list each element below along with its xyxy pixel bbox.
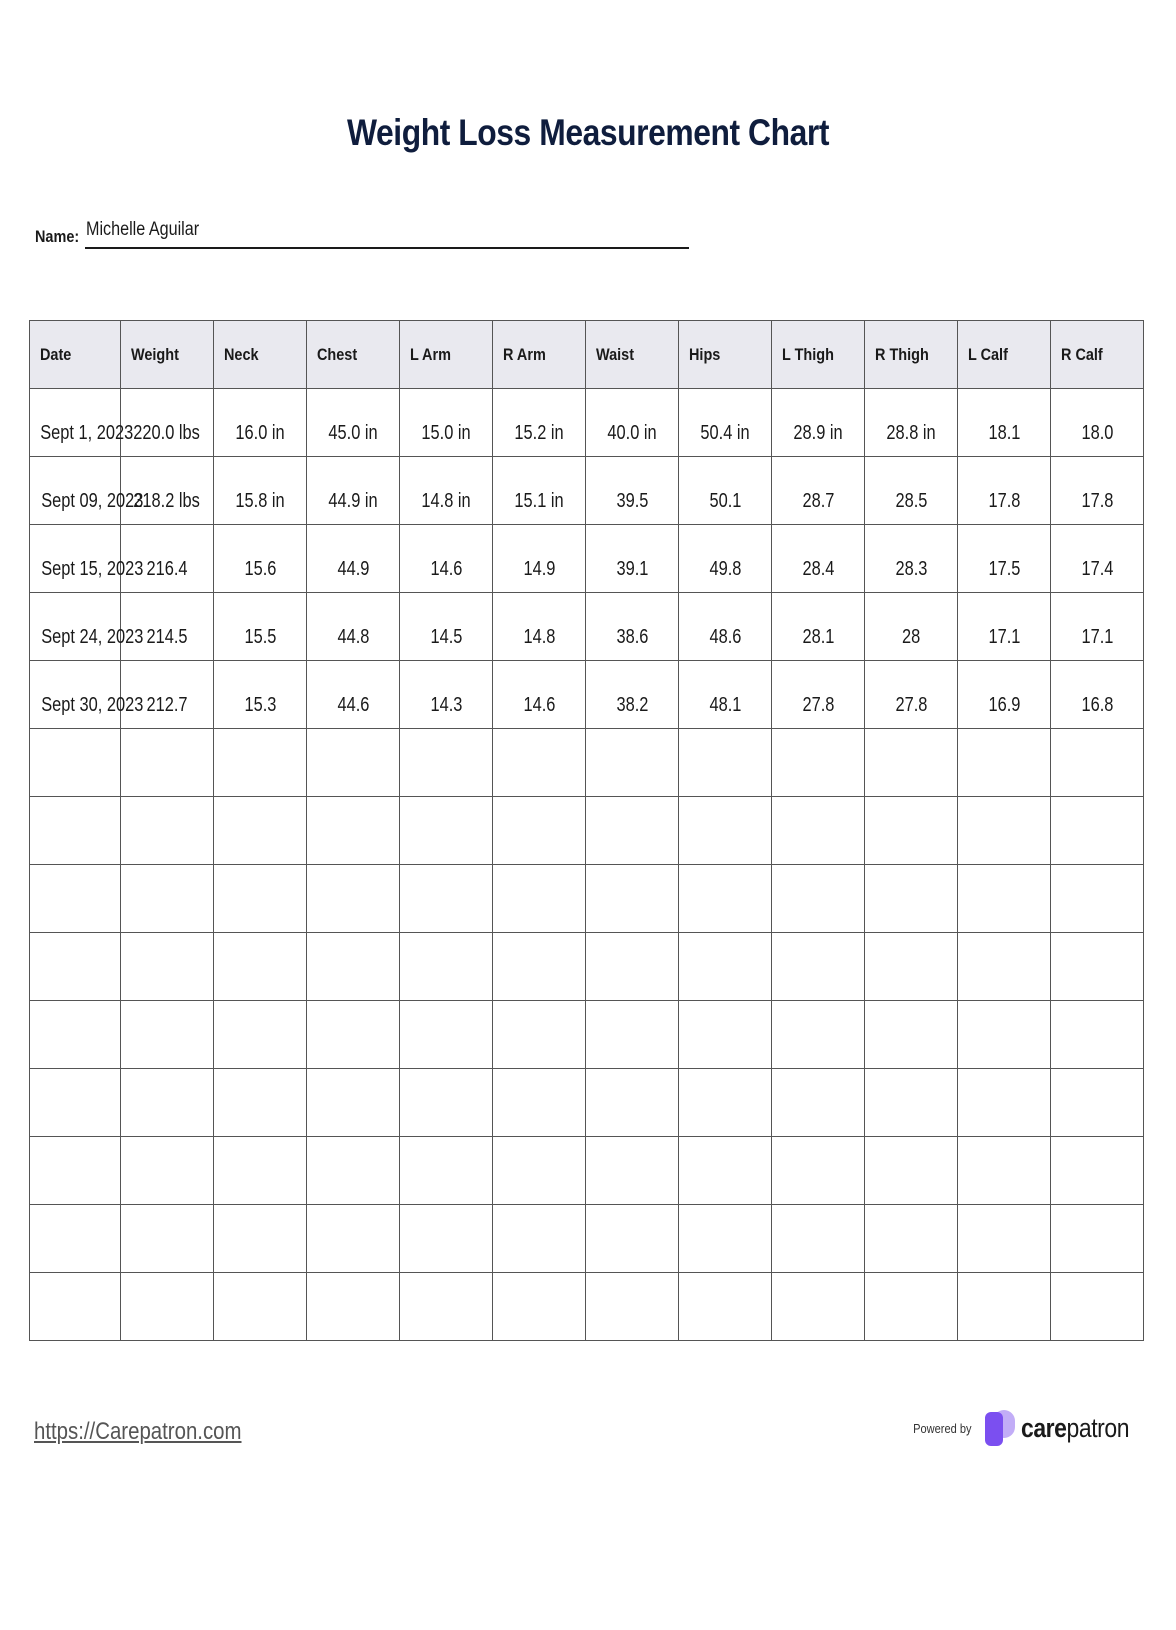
cell-value: 45.0 in	[328, 422, 378, 444]
table-cell	[772, 593, 865, 661]
name-value: Michelle Aguilar	[86, 219, 200, 240]
cell-value: 17.5	[988, 558, 1020, 580]
table-cell	[772, 389, 865, 457]
empty-table-row	[30, 1069, 1144, 1137]
empty-table-cell	[772, 1205, 865, 1273]
empty-table-cell	[493, 729, 586, 797]
table-row	[30, 593, 1144, 661]
cell-value: 18.0	[1081, 422, 1113, 444]
empty-table-cell	[865, 865, 958, 933]
cell-value: 28.8 in	[886, 422, 936, 444]
empty-table-cell	[1051, 1273, 1144, 1341]
empty-table-cell	[121, 1137, 214, 1205]
table-cell	[679, 593, 772, 661]
cell-value: 16.9	[988, 694, 1020, 716]
cell-value: 218.2 lbs	[133, 490, 201, 512]
cell-value: 40.0 in	[607, 422, 657, 444]
empty-table-cell	[679, 865, 772, 933]
carepatron-logo-icon	[983, 1408, 1017, 1448]
empty-table-cell	[958, 797, 1051, 865]
cell-value: 15.3	[244, 694, 276, 716]
empty-table-cell	[586, 797, 679, 865]
empty-table-cell	[586, 1137, 679, 1205]
carepatron-link[interactable]: https://Carepatron.com	[34, 1418, 242, 1445]
powered-by-brand[interactable]	[908, 1408, 1148, 1448]
name-field-row	[35, 213, 690, 253]
cell-value: 14.3	[430, 694, 462, 716]
empty-table-cell	[214, 1001, 307, 1069]
table-cell	[586, 389, 679, 457]
empty-table-cell	[1051, 933, 1144, 1001]
cell-value: 15.6	[244, 558, 276, 580]
empty-table-row	[30, 1137, 1144, 1205]
cell-value: Sept 30, 2023	[41, 694, 144, 716]
table-cell	[30, 457, 144, 525]
cell-value: 17.1	[1081, 626, 1113, 648]
table-cell	[865, 457, 958, 525]
empty-table-cell	[307, 865, 400, 933]
empty-table-cell	[214, 1069, 307, 1137]
empty-table-cell	[307, 1001, 400, 1069]
table-row	[30, 457, 1144, 525]
empty-table-cell	[400, 1205, 493, 1273]
cell-value: 50.1	[709, 490, 741, 512]
empty-table-cell	[307, 729, 400, 797]
empty-table-cell	[865, 1273, 958, 1341]
empty-table-cell	[772, 1273, 865, 1341]
table-cell	[121, 457, 214, 525]
empty-table-row	[30, 933, 1144, 1001]
table-cell	[679, 457, 772, 525]
cell-value: 39.5	[616, 490, 648, 512]
empty-table-cell	[121, 797, 214, 865]
cell-value: 17.1	[988, 626, 1020, 648]
table-cell	[586, 457, 679, 525]
column-header-label: Hips	[689, 344, 721, 364]
table-cell	[30, 661, 144, 729]
empty-table-cell	[772, 729, 865, 797]
empty-table-cell	[586, 1205, 679, 1273]
table-cell	[214, 593, 307, 661]
table-cell	[1051, 389, 1144, 457]
cell-value: 14.6	[430, 558, 462, 580]
table-cell	[958, 457, 1051, 525]
cell-value: 16.8	[1081, 694, 1113, 716]
empty-table-cell	[586, 933, 679, 1001]
empty-table-cell	[679, 797, 772, 865]
cell-value: 44.8	[337, 626, 369, 648]
name-label: Name:	[35, 227, 80, 246]
cell-value: 15.2 in	[514, 422, 564, 444]
empty-table-cell	[679, 1137, 772, 1205]
cell-value: 17.8	[1081, 490, 1113, 512]
column-header-label: L Arm	[410, 344, 451, 364]
cell-value: 16.0 in	[235, 422, 285, 444]
table-cell	[307, 457, 400, 525]
cell-value: 44.6	[337, 694, 369, 716]
column-header	[865, 321, 958, 389]
column-header-label: Chest	[317, 344, 358, 364]
page-title: Weight Loss Measurement Chart	[346, 112, 830, 153]
empty-table-cell	[1051, 1001, 1144, 1069]
column-header-label: Waist	[596, 344, 635, 364]
empty-table-row	[30, 1273, 1144, 1341]
empty-table-cell	[214, 865, 307, 933]
empty-table-cell	[679, 1205, 772, 1273]
cell-value: 38.6	[616, 626, 648, 648]
cell-value: 17.4	[1081, 558, 1113, 580]
name-underline	[85, 247, 689, 249]
empty-table-cell	[400, 1001, 493, 1069]
table-cell	[493, 661, 586, 729]
table-cell	[214, 661, 307, 729]
cell-value: 220.0 lbs	[133, 422, 201, 444]
empty-table-cell	[214, 729, 307, 797]
table-cell	[865, 525, 958, 593]
table-cell	[772, 661, 865, 729]
empty-table-row	[30, 1205, 1144, 1273]
empty-table-cell	[493, 1273, 586, 1341]
cell-value: Sept 24, 2023	[41, 626, 144, 648]
measurement-table	[29, 320, 1144, 1341]
empty-table-cell	[400, 1069, 493, 1137]
empty-table-cell	[1051, 797, 1144, 865]
cell-value: 14.6	[523, 694, 555, 716]
empty-table-cell	[1051, 1069, 1144, 1137]
empty-table-cell	[493, 1137, 586, 1205]
empty-table-cell	[400, 1137, 493, 1205]
table-cell	[400, 661, 493, 729]
empty-table-cell	[400, 933, 493, 1001]
cell-value: 14.9	[523, 558, 555, 580]
empty-table-cell	[30, 797, 121, 865]
column-header	[772, 321, 865, 389]
table-cell	[772, 457, 865, 525]
cell-value: 15.0 in	[421, 422, 471, 444]
cell-value: 38.2	[616, 694, 648, 716]
empty-table-cell	[400, 729, 493, 797]
column-header-label: Weight	[131, 344, 179, 364]
column-header	[493, 321, 586, 389]
empty-table-cell	[958, 933, 1051, 1001]
powered-by-label: Powered by	[913, 1420, 972, 1436]
empty-table-cell	[214, 933, 307, 1001]
table-body	[30, 389, 1144, 1341]
empty-table-row	[30, 797, 1144, 865]
empty-table-cell	[214, 1273, 307, 1341]
empty-table-cell	[307, 1205, 400, 1273]
empty-table-cell	[400, 865, 493, 933]
table-cell	[586, 525, 679, 593]
column-header	[679, 321, 772, 389]
empty-table-cell	[1051, 729, 1144, 797]
empty-table-cell	[586, 1069, 679, 1137]
cell-value: 14.8 in	[421, 490, 471, 512]
empty-table-cell	[772, 933, 865, 1001]
table-header-row	[30, 321, 1144, 389]
empty-table-cell	[679, 933, 772, 1001]
table-cell	[865, 389, 958, 457]
empty-table-cell	[121, 1001, 214, 1069]
table-cell	[121, 389, 214, 457]
table-cell	[958, 389, 1051, 457]
table-cell	[1051, 457, 1144, 525]
empty-table-cell	[214, 797, 307, 865]
empty-table-cell	[121, 1273, 214, 1341]
cell-value: 18.1	[988, 422, 1020, 444]
empty-table-cell	[865, 797, 958, 865]
empty-table-cell	[958, 1001, 1051, 1069]
cell-value: Sept 1, 2023	[40, 422, 134, 444]
table-cell	[214, 457, 307, 525]
empty-table-cell	[865, 1001, 958, 1069]
empty-table-cell	[121, 933, 214, 1001]
cell-value: 14.5	[430, 626, 462, 648]
column-header	[400, 321, 493, 389]
table-cell	[958, 593, 1051, 661]
cell-value: 15.5	[244, 626, 276, 648]
column-header-label: L Thigh	[782, 344, 834, 364]
column-header	[958, 321, 1051, 389]
cell-value: 28.4	[802, 558, 834, 580]
empty-table-cell	[493, 933, 586, 1001]
cell-value: 212.7	[146, 694, 188, 716]
empty-table-cell	[772, 797, 865, 865]
empty-table-cell	[121, 1205, 214, 1273]
cell-value: 39.1	[616, 558, 648, 580]
empty-table-cell	[958, 729, 1051, 797]
table-cell	[958, 525, 1051, 593]
table-cell	[679, 389, 772, 457]
empty-table-cell	[958, 1137, 1051, 1205]
empty-table-cell	[586, 729, 679, 797]
empty-table-cell	[772, 1069, 865, 1137]
column-header	[121, 321, 214, 389]
table-row	[30, 525, 1144, 593]
column-header-label: R Calf	[1061, 344, 1103, 364]
empty-table-cell	[493, 1001, 586, 1069]
empty-table-cell	[1051, 1205, 1144, 1273]
empty-table-cell	[958, 1205, 1051, 1273]
empty-table-cell	[400, 797, 493, 865]
column-header	[1051, 321, 1144, 389]
table-cell	[493, 457, 586, 525]
table-cell	[865, 661, 958, 729]
column-header	[214, 321, 307, 389]
empty-table-cell	[307, 797, 400, 865]
table-cell	[214, 389, 307, 457]
table-cell	[307, 389, 400, 457]
empty-table-cell	[30, 1069, 121, 1137]
empty-table-row	[30, 1001, 1144, 1069]
empty-table-cell	[493, 1205, 586, 1273]
empty-table-cell	[772, 1001, 865, 1069]
cell-value: Sept 15, 2023	[41, 558, 144, 580]
empty-table-cell	[679, 1001, 772, 1069]
column-header-label: Neck	[224, 344, 259, 364]
empty-table-cell	[30, 1205, 121, 1273]
empty-table-cell	[30, 729, 121, 797]
column-header	[586, 321, 679, 389]
table-cell	[1051, 525, 1144, 593]
table-cell	[1051, 593, 1144, 661]
empty-table-cell	[958, 865, 1051, 933]
empty-table-cell	[121, 865, 214, 933]
cell-value: 28.5	[895, 490, 927, 512]
empty-table-cell	[493, 797, 586, 865]
empty-table-cell	[493, 1069, 586, 1137]
cell-value: 17.8	[988, 490, 1020, 512]
empty-table-cell	[307, 933, 400, 1001]
table-cell	[307, 593, 400, 661]
empty-table-cell	[121, 1069, 214, 1137]
empty-table-cell	[586, 1001, 679, 1069]
empty-table-cell	[865, 1069, 958, 1137]
table-cell	[493, 389, 586, 457]
empty-table-cell	[30, 1137, 121, 1205]
cell-value: 15.8 in	[235, 490, 285, 512]
table-cell	[400, 389, 493, 457]
table-cell	[30, 525, 144, 593]
cell-value: 216.4	[146, 558, 188, 580]
empty-table-cell	[30, 933, 121, 1001]
cell-value: 48.6	[709, 626, 741, 648]
empty-table-cell	[30, 1001, 121, 1069]
cell-value: 14.8	[523, 626, 555, 648]
empty-table-cell	[865, 933, 958, 1001]
brand-name-bold: care	[1020, 1412, 1067, 1443]
column-header	[30, 321, 121, 389]
brand-name-rest: patron	[1066, 1412, 1129, 1443]
cell-value: 27.8	[895, 694, 927, 716]
table-cell	[679, 525, 772, 593]
table-cell	[958, 661, 1051, 729]
empty-table-cell	[958, 1069, 1051, 1137]
column-header	[307, 321, 400, 389]
table-cell	[214, 525, 307, 593]
empty-table-cell	[1051, 865, 1144, 933]
table-cell	[772, 525, 865, 593]
brand-name	[1021, 1413, 1129, 1444]
empty-table-cell	[586, 865, 679, 933]
empty-table-cell	[307, 1273, 400, 1341]
empty-table-cell	[772, 1137, 865, 1205]
empty-table-cell	[493, 865, 586, 933]
cell-value: 49.8	[709, 558, 741, 580]
table-cell	[586, 593, 679, 661]
table-cell	[400, 525, 493, 593]
empty-table-cell	[214, 1137, 307, 1205]
table-cell	[400, 457, 493, 525]
empty-table-cell	[121, 729, 214, 797]
empty-table-cell	[30, 1273, 121, 1341]
table-cell	[679, 661, 772, 729]
empty-table-row	[30, 865, 1144, 933]
cell-value: 28.9 in	[793, 422, 843, 444]
empty-table-cell	[30, 865, 121, 933]
table-cell	[586, 661, 679, 729]
table-cell	[1051, 661, 1144, 729]
cell-value: 48.1	[709, 694, 741, 716]
cell-value: 44.9 in	[328, 490, 378, 512]
table-cell	[30, 389, 134, 457]
empty-table-row	[30, 729, 1144, 797]
empty-table-cell	[865, 729, 958, 797]
table-cell	[307, 661, 400, 729]
cell-value: Sept 09, 2023	[41, 490, 144, 512]
empty-table-cell	[958, 1273, 1051, 1341]
empty-table-cell	[772, 865, 865, 933]
empty-table-cell	[679, 1273, 772, 1341]
column-header-label: Date	[40, 344, 72, 364]
cell-value: 50.4 in	[700, 422, 750, 444]
column-header-label: R Arm	[503, 344, 546, 364]
table-row	[30, 661, 1144, 729]
cell-value: 44.9	[337, 558, 369, 580]
empty-table-cell	[307, 1137, 400, 1205]
empty-table-cell	[865, 1137, 958, 1205]
table-cell	[30, 593, 144, 661]
cell-value: 28.7	[802, 490, 834, 512]
empty-table-cell	[400, 1273, 493, 1341]
cell-value: 28	[901, 626, 921, 648]
table-cell	[400, 593, 493, 661]
column-header-label: L Calf	[968, 344, 1008, 364]
empty-table-cell	[307, 1069, 400, 1137]
table-cell	[865, 593, 958, 661]
empty-table-cell	[214, 1205, 307, 1273]
column-header-label: R Thigh	[875, 344, 929, 364]
empty-table-cell	[1051, 1137, 1144, 1205]
cell-value: 15.1 in	[514, 490, 564, 512]
empty-table-cell	[586, 1273, 679, 1341]
cell-value: 28.1	[802, 626, 834, 648]
empty-table-cell	[865, 1205, 958, 1273]
cell-value: 214.5	[146, 626, 188, 648]
cell-value: 27.8	[802, 694, 834, 716]
empty-table-cell	[679, 729, 772, 797]
table-cell	[493, 525, 586, 593]
table-cell	[307, 525, 400, 593]
table-cell	[493, 593, 586, 661]
empty-table-cell	[679, 1069, 772, 1137]
cell-value: 28.3	[895, 558, 927, 580]
table-row	[30, 389, 1144, 457]
